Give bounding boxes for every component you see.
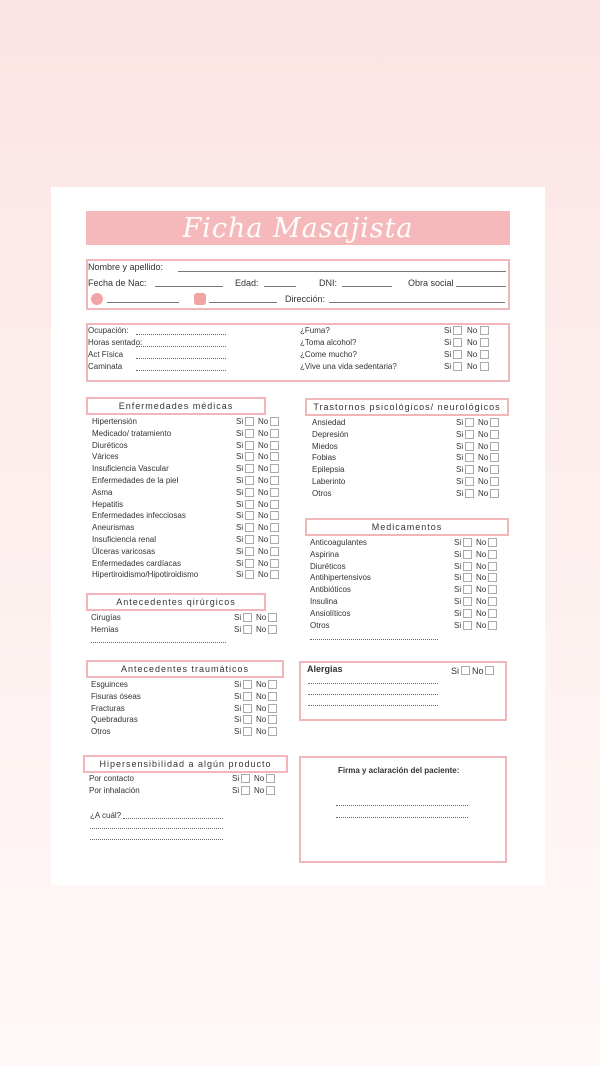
trastornos-item: Fobias [312, 453, 337, 463]
no-checkbox[interactable] [268, 715, 277, 724]
yes-label: Si [236, 535, 244, 544]
no-label: No [258, 476, 269, 485]
no-checkbox[interactable] [268, 625, 277, 634]
yes-label: Si [454, 585, 462, 595]
no-label: No [258, 535, 269, 544]
yes-label: Si [236, 440, 244, 450]
yes-checkbox[interactable] [243, 727, 252, 736]
yes-checkbox[interactable] [245, 429, 254, 438]
no-checkbox[interactable] [270, 452, 279, 461]
habit-label: Act Física [88, 350, 124, 359]
enfermedades-item: Asma [92, 487, 113, 497]
yes-checkbox[interactable] [465, 442, 474, 451]
medicamentos-item: Aspirina [310, 549, 339, 559]
yes-label: Si [454, 620, 462, 630]
cual-line-1[interactable] [123, 818, 223, 819]
yes-checkbox[interactable] [463, 538, 472, 547]
no-checkbox[interactable] [488, 585, 497, 594]
nombre-field[interactable] [178, 271, 506, 272]
no-label: No [478, 477, 489, 486]
direccion-label: Dirección: [285, 294, 326, 304]
no-label: No [467, 362, 478, 371]
no-checkbox[interactable] [266, 786, 275, 795]
yes-checkbox[interactable] [245, 488, 254, 497]
no-label: No [478, 418, 489, 427]
trastornos-item: Miedos [312, 441, 338, 451]
no-label: No [476, 620, 487, 630]
habit-question: ¿Fuma? [300, 326, 330, 335]
habit-label: Caminata [88, 362, 123, 371]
no-label: No [256, 703, 267, 713]
trastornos-item: Ansiedad [312, 418, 346, 427]
cual-line-3[interactable] [90, 839, 223, 840]
yes-checkbox[interactable] [465, 430, 474, 439]
no-checkbox[interactable] [490, 465, 499, 474]
hipersensibilidad-header: Hipersensibilidad a algún producto [83, 755, 288, 773]
instagram-icon [194, 293, 206, 305]
enfermedades-item: Várices [92, 452, 119, 462]
yes-label: Si [236, 464, 244, 474]
no-label: No [258, 523, 269, 533]
yes-checkbox[interactable] [453, 338, 462, 347]
no-label: No [467, 338, 478, 347]
alergias-title: Alergias [307, 664, 343, 674]
instagram-field[interactable] [209, 302, 277, 303]
yes-label: Si [444, 338, 452, 347]
yes-checkbox[interactable] [463, 562, 472, 571]
yes-label: Si [234, 625, 242, 634]
dni-label: DNI: [319, 278, 337, 288]
no-label: No [478, 441, 489, 451]
medicamentos-header: Medicamentos [305, 518, 509, 536]
yes-label: Si [234, 680, 242, 689]
no-checkbox[interactable] [270, 523, 279, 532]
no-label: No [258, 440, 269, 450]
alergias-yes-label: Si [451, 666, 460, 676]
no-label: No [254, 786, 265, 795]
yes-checkbox[interactable] [245, 500, 254, 509]
no-checkbox[interactable] [270, 441, 279, 450]
medicamentos-item: Insulina [310, 597, 338, 606]
trastornos-item: Otros [312, 488, 332, 498]
habit-label: Ocupación: [88, 326, 129, 335]
yes-checkbox[interactable] [245, 559, 254, 568]
yes-label: Si [454, 561, 462, 571]
yes-label: Si [456, 488, 464, 498]
no-label: No [256, 625, 267, 634]
no-label: No [478, 488, 489, 498]
no-label: No [476, 597, 487, 606]
no-checkbox[interactable] [490, 430, 499, 439]
trastornos-item: Laberinto [312, 477, 346, 486]
enfermedades-header: Enfermedades médicas [86, 397, 266, 415]
firma-line-1[interactable] [336, 805, 468, 806]
no-label: No [256, 691, 267, 701]
dni-field[interactable] [342, 286, 392, 287]
no-checkbox[interactable] [488, 538, 497, 547]
no-checkbox[interactable] [480, 350, 489, 359]
no-label: No [467, 326, 478, 335]
no-checkbox[interactable] [480, 326, 489, 335]
habit-field[interactable] [136, 334, 226, 335]
enfermedades-item: Enfermedades de la piel [92, 476, 179, 485]
yes-label: Si [232, 774, 240, 783]
habit-field[interactable] [136, 358, 226, 359]
yes-checkbox[interactable] [463, 573, 472, 582]
phone-icon [91, 293, 103, 305]
alergias-no-label: No [472, 666, 484, 676]
no-label: No [476, 585, 487, 595]
no-label: No [258, 511, 269, 521]
no-label: No [476, 538, 487, 547]
quirurgicos-extra-line[interactable] [91, 642, 226, 643]
no-checkbox[interactable] [490, 489, 499, 498]
quirurgicos-header: Antecedentes qirúrgicos [86, 593, 266, 611]
obra-social-label: Obra social [408, 278, 454, 288]
yes-checkbox[interactable] [463, 609, 472, 618]
no-checkbox[interactable] [490, 453, 499, 462]
fecha-field[interactable] [155, 286, 223, 287]
no-label: No [258, 487, 269, 497]
yes-label: Si [234, 691, 242, 701]
yes-checkbox[interactable] [245, 464, 254, 473]
no-checkbox[interactable] [480, 338, 489, 347]
enfermedades-item: Úlceras varicosas [92, 546, 156, 556]
yes-label: Si [444, 362, 452, 371]
yes-label: Si [236, 523, 244, 533]
no-checkbox[interactable] [270, 476, 279, 485]
yes-checkbox[interactable] [245, 511, 254, 520]
yes-label: Si [454, 608, 462, 618]
no-checkbox[interactable] [270, 417, 279, 426]
no-checkbox[interactable] [270, 464, 279, 473]
medicamentos-item: Anticoagulantes [310, 538, 367, 547]
yes-label: Si [236, 452, 244, 462]
no-checkbox[interactable] [268, 704, 277, 713]
no-label: No [258, 499, 269, 509]
no-checkbox[interactable] [488, 550, 497, 559]
yes-label: Si [454, 597, 462, 606]
quirurgicos-item: Cirugías [91, 613, 121, 622]
yes-checkbox[interactable] [463, 597, 472, 606]
no-checkbox[interactable] [270, 488, 279, 497]
habit-field[interactable] [136, 370, 226, 371]
alergias-line-3[interactable] [308, 705, 438, 706]
phone-field[interactable] [107, 302, 179, 303]
traumaticos-item: Fracturas [91, 703, 125, 713]
yes-label: Si [236, 417, 244, 426]
medicamentos-item: Antihipertensivos [310, 573, 371, 583]
direccion-field[interactable] [329, 302, 505, 303]
yes-checkbox[interactable] [243, 625, 252, 634]
medicamentos-item: Antibióticos [310, 585, 351, 595]
hipersensibilidad-item: Por contacto [89, 774, 134, 783]
yes-checkbox[interactable] [463, 550, 472, 559]
yes-checkbox[interactable] [241, 774, 250, 783]
no-checkbox[interactable] [270, 547, 279, 556]
no-label: No [258, 546, 269, 556]
no-checkbox[interactable] [270, 500, 279, 509]
no-checkbox[interactable] [490, 442, 499, 451]
yes-checkbox[interactable] [243, 715, 252, 724]
enfermedades-item: Hepatitis [92, 499, 124, 509]
no-label: No [467, 350, 478, 359]
no-checkbox[interactable] [488, 573, 497, 582]
yes-checkbox[interactable] [245, 523, 254, 532]
no-checkbox[interactable] [488, 562, 497, 571]
yes-checkbox[interactable] [245, 570, 254, 579]
yes-checkbox[interactable] [465, 418, 474, 427]
yes-label: Si [456, 477, 464, 486]
enfermedades-item: Diuréticos [92, 440, 128, 450]
yes-label: Si [456, 441, 464, 451]
hipersensibilidad-item: Por inhalación [89, 786, 140, 795]
yes-checkbox[interactable] [453, 326, 462, 335]
yes-label: Si [454, 573, 462, 583]
no-label: No [256, 613, 267, 622]
traumaticos-item: Fisuras óseas [91, 691, 141, 701]
form-sheet [51, 187, 545, 885]
trastornos-header: Trastornos psicológicos/ neurológicos [305, 398, 509, 416]
edad-label: Edad: [235, 278, 259, 288]
no-label: No [258, 558, 269, 568]
no-label: No [476, 549, 487, 559]
enfermedades-item: Aneurismas [92, 523, 135, 533]
no-label: No [476, 608, 487, 618]
yes-label: Si [454, 538, 462, 547]
yes-checkbox[interactable] [243, 704, 252, 713]
yes-checkbox[interactable] [453, 350, 462, 359]
trastornos-item: Depresión [312, 429, 349, 439]
habit-question: ¿Toma alcohol? [300, 338, 357, 347]
yes-label: Si [236, 487, 244, 497]
no-label: No [478, 429, 489, 439]
no-label: No [478, 465, 489, 475]
no-label: No [476, 573, 487, 583]
trastornos-item: Epilepsia [312, 465, 345, 475]
no-checkbox[interactable] [490, 477, 499, 486]
alergias-line-2[interactable] [308, 694, 438, 695]
traumaticos-item: Esguinces [91, 680, 128, 689]
yes-label: Si [236, 476, 244, 485]
cual-line-2[interactable] [90, 828, 223, 829]
yes-label: Si [456, 418, 464, 427]
no-checkbox[interactable] [480, 362, 489, 371]
no-checkbox[interactable] [488, 621, 497, 630]
no-label: No [256, 715, 267, 725]
no-checkbox[interactable] [268, 613, 277, 622]
no-checkbox[interactable] [270, 535, 279, 544]
yes-label: Si [236, 428, 244, 438]
yes-checkbox[interactable] [245, 417, 254, 426]
no-checkbox[interactable] [266, 774, 275, 783]
enfermedades-item: Insuficiencia Vascular [92, 464, 169, 474]
yes-checkbox[interactable] [241, 786, 250, 795]
medicamentos-item: Ansiolíticos [310, 608, 351, 618]
alergias-no-checkbox[interactable] [485, 666, 494, 675]
yes-checkbox[interactable] [243, 680, 252, 689]
habit-label: Horas sentado: [88, 338, 143, 347]
yes-checkbox[interactable] [465, 477, 474, 486]
edad-field[interactable] [264, 286, 296, 287]
yes-label: Si [444, 326, 452, 335]
enfermedades-item: Insuficiencia renal [92, 535, 157, 544]
medicamentos-item: Otros [310, 620, 330, 630]
yes-label: Si [234, 703, 242, 713]
yes-label: Si [234, 715, 242, 725]
yes-checkbox[interactable] [245, 452, 254, 461]
yes-checkbox[interactable] [465, 453, 474, 462]
alergias-line-1[interactable] [308, 683, 438, 684]
enfermedades-item: Medicado/ tratamiento [92, 428, 172, 438]
medicamentos-item: Diuréticos [310, 561, 346, 571]
yes-label: Si [236, 511, 244, 521]
no-label: No [258, 428, 269, 438]
yes-label: Si [236, 546, 244, 556]
yes-checkbox[interactable] [243, 692, 252, 701]
no-checkbox[interactable] [488, 609, 497, 618]
no-label: No [478, 453, 489, 463]
yes-label: Si [456, 465, 464, 475]
no-label: No [254, 774, 265, 783]
alergias-yes-checkbox[interactable] [461, 666, 470, 675]
yes-checkbox[interactable] [243, 613, 252, 622]
yes-label: Si [444, 350, 452, 359]
yes-checkbox[interactable] [453, 362, 462, 371]
quirurgicos-item: Hernias [91, 625, 119, 634]
yes-checkbox[interactable] [245, 441, 254, 450]
yes-checkbox[interactable] [463, 621, 472, 630]
no-checkbox[interactable] [490, 418, 499, 427]
yes-checkbox[interactable] [465, 465, 474, 474]
enfermedades-item: Hipertiroidismo/Hipotiroidismo [92, 570, 199, 580]
yes-label: Si [234, 613, 242, 622]
enfermedades-item: Enfermedades infecciosas [92, 511, 186, 521]
no-label: No [258, 464, 269, 474]
no-checkbox[interactable] [270, 559, 279, 568]
page-title: Ficha Masajista [182, 212, 414, 244]
yes-label: Si [456, 453, 464, 463]
nombre-label: Nombre y apellido: [88, 262, 164, 272]
yes-checkbox[interactable] [245, 476, 254, 485]
yes-label: Si [234, 727, 242, 737]
yes-label: Si [232, 786, 240, 795]
no-label: No [258, 452, 269, 462]
habit-field[interactable] [136, 346, 226, 347]
no-label: No [258, 570, 269, 580]
yes-label: Si [454, 549, 462, 559]
no-checkbox[interactable] [270, 511, 279, 520]
no-checkbox[interactable] [488, 597, 497, 606]
no-label: No [256, 680, 267, 689]
firma-title: Firma y aclaración del paciente: [338, 766, 460, 775]
yes-label: Si [236, 499, 244, 509]
habit-question: ¿Come mucho? [300, 350, 357, 359]
no-label: No [476, 561, 487, 571]
no-checkbox[interactable] [268, 680, 277, 689]
firma-line-2[interactable] [336, 817, 468, 818]
no-label: No [258, 417, 269, 426]
yes-checkbox[interactable] [465, 489, 474, 498]
yes-label: Si [236, 570, 244, 580]
cual-label: ¿A cuál? [90, 811, 122, 820]
fecha-label: Fecha de Nac: [88, 278, 147, 288]
traumaticos-header: Antecedentes traumáticos [86, 660, 284, 678]
obra-social-field[interactable] [456, 286, 506, 287]
yes-label: Si [236, 558, 244, 568]
habit-question: ¿Vive una vida sedentaria? [300, 362, 397, 371]
no-checkbox[interactable] [270, 570, 279, 579]
no-checkbox[interactable] [270, 429, 279, 438]
no-checkbox[interactable] [268, 692, 277, 701]
yes-checkbox[interactable] [245, 535, 254, 544]
yes-checkbox[interactable] [245, 547, 254, 556]
enfermedades-item: Enfermedades cardíacas [92, 558, 181, 568]
title-banner [86, 211, 510, 245]
traumaticos-item: Otros [91, 727, 111, 737]
no-checkbox[interactable] [268, 727, 277, 736]
no-label: No [256, 727, 267, 737]
traumaticos-item: Quebraduras [91, 715, 138, 725]
enfermedades-item: Hipertensión [92, 417, 137, 426]
yes-checkbox[interactable] [463, 585, 472, 594]
yes-label: Si [456, 429, 464, 439]
medicamentos-extra-line[interactable] [310, 639, 438, 640]
